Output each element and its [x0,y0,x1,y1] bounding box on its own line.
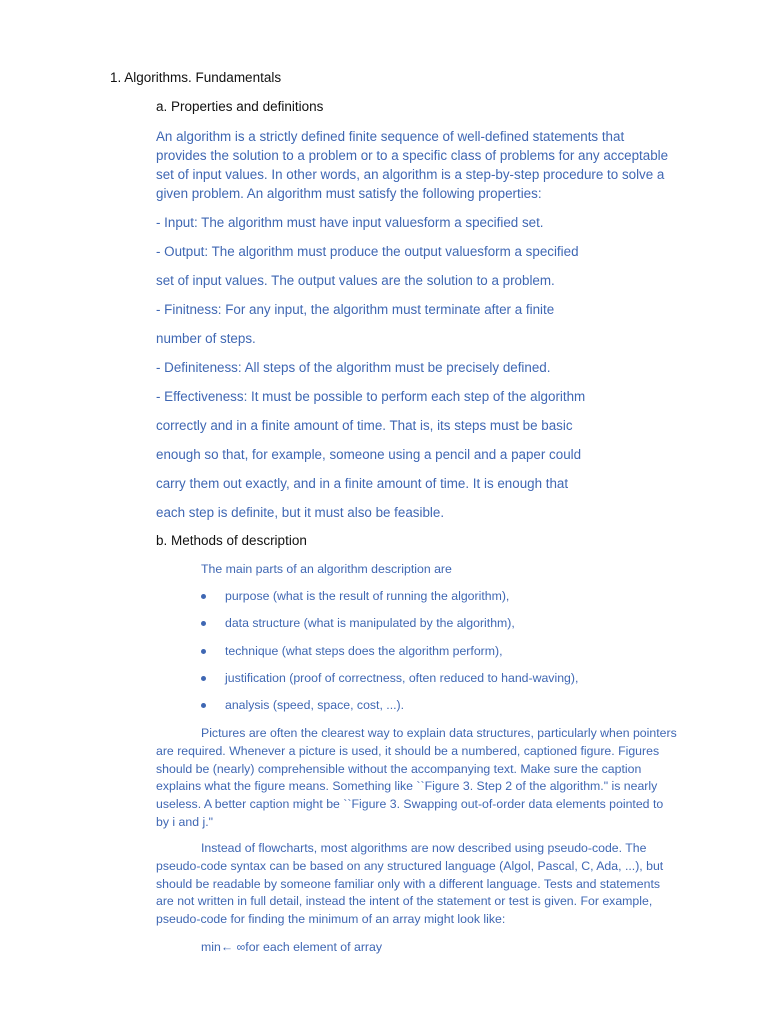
document-heading: 1. Algorithms. Fundamentals [110,70,282,85]
bullet-marker [201,676,206,681]
paragraph-line: Instead of flowcharts, most algorithms are now described using pseudo-code. The [201,841,647,855]
paragraph-line: should be (nearly) comprehensible without the accompanying text. Make sure the caption [156,762,642,776]
section-b-title: b. Methods of description [156,533,307,548]
paragraph-line: by i and j." [156,815,213,829]
pseudo-code-line: min← ∞for each element of array [201,940,382,954]
paragraph-line: pseudo-code for finding the minimum of an array might look like: [156,912,506,926]
bullet-marker [201,703,206,708]
list-item: purpose (what is the result of running the algorithm), [225,589,510,603]
bullet-marker [201,649,206,654]
property-line: - Finitness: For any input, the algorithm must terminate after a finite [156,302,555,317]
property-line: - Effectiveness: It must be possible to perform each step of the algorithm [156,389,586,404]
list-item: justification (proof of correctness, often reduced to hand-waving), [225,671,579,685]
bullet-marker [201,621,206,626]
property-line: - Input: The algorithm must have input valuesform a specified set. [156,215,544,230]
property-line: enough so that, for example, someone using a pencil and a paper could [156,447,582,462]
property-line: number of steps. [156,331,256,346]
section-b-intro: The main parts of an algorithm description are [201,562,452,576]
section-a-title: a. Properties and definitions [156,99,324,114]
section-a-intro-line: set of input values. In other words, an algorithm is a step-by-step procedure to solve a [156,167,665,182]
list-item: analysis (speed, space, cost, ...). [225,698,405,712]
paragraph-line: pseudo-code syntax can be based on any structured language (Algol, Pascal, C, Ada, ...), but [156,859,664,873]
property-line: - Definiteness: All steps of the algorithm must be precisely defined. [156,360,551,375]
paragraph-line: should be readable by someone familiar only with a different language. Tests and statements [156,877,661,891]
section-a-intro-line: An algorithm is a strictly defined finite sequence of well-defined statements that [156,129,625,144]
property-line: each step is definite, but it must also be feasible. [156,505,445,520]
property-line: correctly and in a finite amount of time. That is, its steps must be basic [156,418,573,433]
paragraph-line: Pictures are often the clearest way to explain data structures, particularly when pointers [201,726,677,740]
property-line: - Output: The algorithm must produce the output valuesform a specified [156,244,579,259]
property-line: set of input values. The output values are the solution to a problem. [156,273,555,288]
list-item: technique (what steps does the algorithm perform), [225,644,503,658]
paragraph-line: are required. Whenever a picture is used, it should be a numbered, captioned figure. Figures [156,744,660,758]
paragraph-line: are not written in full detail, instead the intent of the statement or test is given. For example, [156,894,653,908]
property-line: carry them out exactly, and in a finite amount of time. It is enough that [156,476,569,491]
section-a-intro-line: given problem. An algorithm must satisfy the following properties: [156,186,542,201]
paragraph-line: explains what the figure means. Something like ``Figure 3. Step 2 of the algorithm." is nearly [156,779,658,793]
bullet-marker [201,594,206,599]
paragraph-line: useless. A better caption might be ``Figure 3. Swapping out-of-order data elements pointed to [156,797,664,811]
section-a-intro-line: provides the solution to a problem or to a specific class of problems for any acceptable [156,148,669,163]
list-item: data structure (what is manipulated by the algorithm), [225,616,515,630]
